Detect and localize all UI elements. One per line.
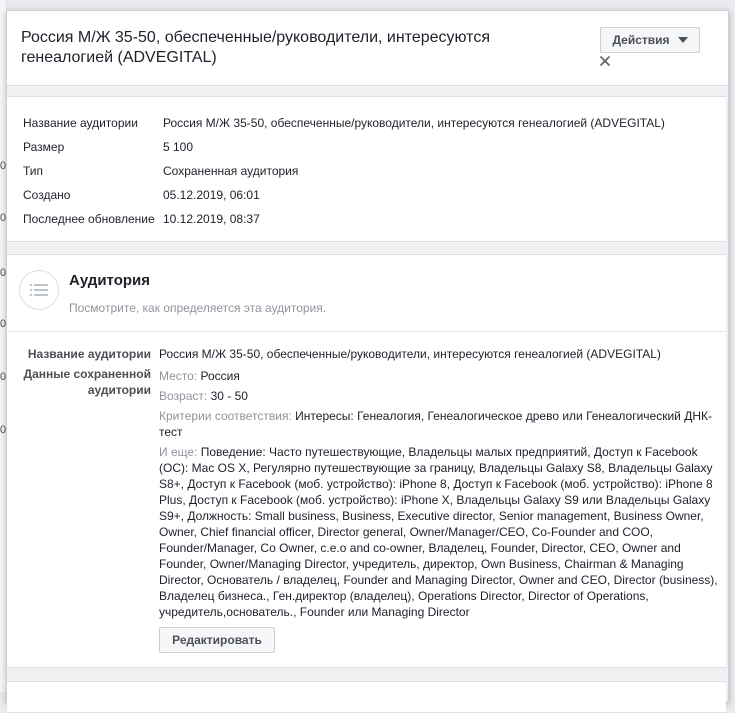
audience-info-card: [7, 96, 726, 242]
actions-dropdown-button[interactable]: [600, 27, 700, 53]
criteria-label: Критерии соответствия:: [159, 409, 292, 423]
caret-down-icon: [678, 37, 688, 43]
next-section-card: [7, 681, 726, 713]
close-icon[interactable]: [599, 55, 611, 67]
audience-details-dialog: [6, 10, 729, 702]
background-digit: 0: [0, 371, 7, 383]
background-digit: 0: [0, 212, 7, 224]
saved-audience-details: [159, 368, 719, 624]
more-label: И еще:: [159, 445, 198, 459]
info-value: 5 100: [163, 140, 194, 154]
actions-button-label: Действия: [612, 33, 670, 47]
audience-definition-card: [7, 254, 726, 668]
background-digit: 0: [0, 424, 7, 436]
audience-name-label: Название аудитории: [27, 347, 151, 361]
audience-section-header: [7, 255, 726, 332]
background-digit: 0: [0, 267, 7, 279]
place-label: Место:: [159, 369, 198, 383]
criteria-line: [159, 408, 719, 440]
place-line: [159, 368, 719, 384]
background-digit: 0: [0, 318, 7, 330]
info-label: Последнее обновление: [23, 212, 155, 226]
dialog-header: [7, 11, 728, 86]
more-criteria-line: [159, 444, 719, 620]
audience-section-title: Аудитория: [69, 272, 150, 289]
saved-audience-label: Данные сохраненной аудитории: [23, 367, 151, 397]
info-value: 10.12.2019, 08:37: [163, 212, 260, 226]
info-label: Тип: [23, 164, 44, 178]
info-label: Создано: [23, 188, 71, 202]
age-label: Возраст:: [159, 389, 208, 403]
edit-button[interactable]: Редактировать: [159, 627, 275, 653]
info-label: Название аудитории: [23, 116, 138, 130]
dialog-title: Россия М/Ж 35-50, обеспеченные/руководители, интересуются генеалогией (ADVEGITAL): [21, 29, 490, 66]
age-value: 30 - 50: [210, 389, 248, 403]
info-value: Россия М/Ж 35-50, обеспеченные/руководители, интересуются генеалогией (ADVEGITAL): [163, 116, 665, 130]
audience-name-value: Россия М/Ж 35-50, обеспеченные/руководители, интересуются генеалогией (ADVEGITAL): [159, 347, 661, 361]
age-line: [159, 388, 719, 404]
list-icon: [19, 270, 59, 310]
info-label: Размер: [23, 140, 65, 154]
list-lines-icon: [30, 283, 48, 297]
audience-section-subtitle: Посмотрите, как определяется эта аудитория.: [69, 301, 327, 315]
background-digit: 0: [0, 160, 7, 172]
place-value: Россия: [200, 369, 240, 383]
info-value: Сохраненная аудитория: [163, 164, 299, 178]
criteria-value: Интересы: Генеалогия, Генеалогическое древо или Генеалогический ДНК-тест: [159, 409, 712, 439]
info-value: 05.12.2019, 06:01: [163, 188, 260, 202]
more-value: Поведение: Часто путешествующие, Владельцы малых предприятий, Доступ к Facebook (ОС): Mac OS X, Регулярно путешествующие за границу, Владельцы Galaxy S8, Владельцы Galaxy S8+, Доступ к Facebook (моб. устройство): iPhone 8, Доступ к Facebook (моб. устройство): iPhone 8 Plus, Доступ к Facebook (моб. устройство): iPhone X, Владельцы Galaxy S9 или Владельцы Galaxy S9+, Должность: Small business, Business, Executive director, Senior management, Business Owner, Owner, Chief financial officer, Director general, Owner/Manager/CEO, Co-Founder and COO, Founder/Manager, Co Owner, c.e.o and co-owner, Владелец, Founder, Director, CEO, Owner and Founder, Owner/Managing Director, учредитель, директор, Own Business, Chairman & Managing Director, Основатель / владелец, Founder and Managing Director, Owner and CEO, Director (business), Владелец бизнеса., Ген.директор (владелец), Operations Director, Director of Operations, учредитель,основатель., Founder или Managing Director: [159, 445, 718, 619]
